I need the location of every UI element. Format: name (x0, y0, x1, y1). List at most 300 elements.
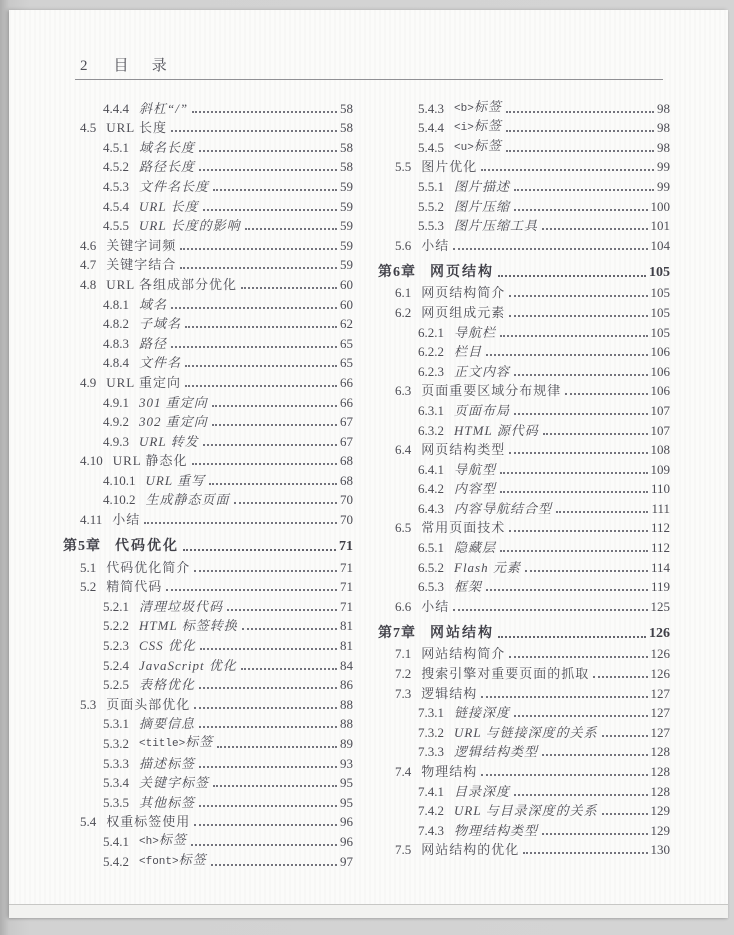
dot-leader (542, 228, 647, 230)
dot-leader (498, 636, 646, 638)
toc-entry-page: 59 (340, 257, 353, 273)
toc-entry-title: 网站结构简介 (421, 646, 506, 662)
toc-entry (378, 576, 670, 596)
toc-entry-title: 网页结构 (430, 264, 494, 280)
toc-entry (63, 634, 353, 654)
dot-leader (192, 111, 337, 113)
toc-entry-title: URL 各组成部分优化 (106, 276, 238, 292)
toc-entry-page: 58 (340, 120, 353, 136)
toc-entry-page: 68 (340, 472, 353, 488)
toc-entry-title: 搜索引擎对重要页面的抓取 (421, 666, 590, 682)
toc-entry (63, 332, 353, 352)
toc-entry-number: 4.5.2 (103, 159, 129, 175)
toc-entry-title: 关键字结合 (106, 257, 177, 273)
toc-entry-number: 第5章 (63, 539, 101, 555)
toc-entry (378, 458, 670, 478)
toc-entry-number: 5.3.3 (103, 755, 129, 771)
toc-entry (378, 643, 670, 663)
toc-entry-title: 内容型 (454, 481, 497, 497)
toc-entry-page: 95 (340, 775, 353, 791)
dot-leader (199, 150, 337, 152)
dot-leader (211, 864, 337, 866)
html-tag-text: <h> (139, 835, 159, 848)
toc-entry-title: <font>标签 (139, 851, 207, 868)
dot-leader (543, 433, 648, 435)
toc-entry (378, 721, 670, 741)
dot-leader (171, 307, 337, 309)
html-tag-text: <b> (454, 102, 474, 115)
toc-entry-title: 权重标签使用 (106, 814, 191, 830)
toc-entry-title: HTML 源代码 (454, 422, 539, 438)
dot-leader (194, 570, 337, 572)
toc-entry-page: 71 (339, 539, 353, 555)
toc-entry-title: URL 重写 (145, 472, 206, 488)
toc-entry-title: Flash 元素 (454, 559, 521, 575)
toc-entry-title: URL 长度 (106, 120, 168, 136)
toc-entry-page: 106 (650, 383, 670, 399)
toc-entry-title: 小结 (112, 512, 141, 528)
toc-entry-page: 127 (650, 724, 670, 740)
header-title: 目录 (113, 58, 191, 74)
toc-entry-number: 4.8 (80, 276, 97, 292)
toc-entry-title: URL 与目录深度的关系 (454, 803, 598, 819)
scanned-page (9, 10, 728, 918)
toc-entry-title: URL 长度 (139, 198, 199, 214)
toc-entry-title: 网站结构 (430, 625, 494, 641)
toc-entry-number: 4.9 (80, 374, 97, 390)
dot-leader (203, 444, 337, 446)
toc-entry-number: 5.5.1 (418, 178, 444, 194)
toc-entry-page: 62 (340, 316, 353, 332)
toc-entry-page: 68 (340, 453, 353, 469)
toc-entry-title: 其他标签 (139, 794, 196, 810)
toc-entry-number: 5.3.2 (103, 736, 129, 751)
toc-entry-number: 4.10.1 (103, 472, 136, 488)
toc-columns (9, 97, 728, 870)
toc-entry-number: 4.10 (80, 453, 103, 469)
toc-entry (378, 702, 670, 722)
toc-entry-page: 58 (340, 159, 353, 175)
toc-entry-number: 6.5.3 (418, 579, 444, 595)
dot-leader (199, 687, 337, 689)
html-tag-text: <font> (139, 855, 179, 868)
dot-leader (183, 549, 336, 551)
toc-entry-number: 6.1 (395, 285, 412, 301)
toc-entry-number: 5.2.1 (103, 598, 129, 614)
toc-entry (378, 760, 670, 780)
toc-entry-number: 5.4.1 (103, 833, 129, 849)
dot-leader (199, 805, 337, 807)
toc-entry-number: 7.3.3 (418, 744, 444, 760)
toc-entry (63, 352, 353, 372)
toc-entry (378, 341, 670, 361)
toc-entry (378, 662, 670, 682)
toc-entry-page: 96 (340, 833, 353, 849)
toc-entry-title: 常用页面技术 (421, 520, 506, 536)
dot-leader (514, 209, 647, 211)
dot-leader (194, 824, 337, 826)
toc-entry-page: 60 (340, 276, 353, 292)
toc-entry (378, 360, 670, 380)
toc-entry-number: 6.3.1 (418, 402, 444, 418)
toc-column-left (63, 97, 353, 870)
toc-entry (63, 411, 353, 431)
toc-entry-title: 物理结构 (421, 764, 478, 779)
toc-entry (63, 674, 353, 694)
toc-entry-page: 98 (657, 139, 670, 155)
toc-entry (378, 156, 670, 176)
toc-entry-page: 127 (650, 705, 670, 721)
toc-entry-title: 链接深度 (454, 705, 511, 721)
toc-entry-page: 98 (657, 120, 670, 136)
toc-entry-number: 6.2.3 (418, 363, 444, 379)
toc-entry-number: 5.2.4 (103, 657, 129, 673)
toc-entry-title: 图片优化 (421, 159, 478, 175)
toc-entry (63, 195, 353, 215)
toc-entry-title: 图片压缩 (454, 198, 511, 214)
toc-entry-page: 110 (650, 481, 670, 497)
html-tag-text: <i> (454, 122, 474, 135)
toc-entry (63, 97, 353, 117)
toc-entry-number: 6.6 (395, 598, 412, 614)
dot-leader (199, 766, 337, 768)
toc-entry-title: 页面布局 (454, 402, 511, 418)
toc-chapter-entry (378, 258, 670, 281)
toc-entry-number: 5.2.3 (103, 638, 129, 654)
toc-entry (378, 136, 670, 156)
toc-entry (63, 117, 353, 137)
toc-entry-number: 4.9.3 (103, 433, 129, 449)
toc-entry-title: 子域名 (139, 316, 182, 332)
toc-entry (63, 273, 353, 293)
toc-entry-title: URL 静态化 (112, 453, 188, 469)
dot-leader (199, 726, 337, 728)
toc-entry-number: 6.4.1 (418, 461, 444, 477)
toc-entry-title: 网页结构简介 (421, 285, 506, 301)
toc-entry-page: 126 (650, 666, 670, 682)
toc-entry (378, 536, 670, 556)
toc-entry-title: <b>标签 (454, 98, 502, 115)
dot-leader (213, 189, 337, 191)
toc-entry-page: 58 (340, 100, 353, 116)
dot-leader (185, 365, 337, 367)
dot-leader (486, 589, 648, 591)
dot-leader (514, 715, 647, 717)
toc-entry-title: HTML 标签转换 (139, 618, 238, 634)
dot-leader (192, 463, 337, 465)
toc-entry-title: 摘要信息 (139, 716, 196, 732)
toc-entry-title: URL 长度的影响 (139, 218, 241, 234)
dot-leader (194, 707, 337, 709)
dot-leader (200, 648, 337, 650)
toc-entry-number: 第6章 (378, 264, 416, 280)
toc-entry-page: 71 (340, 579, 353, 595)
toc-chapter-entry (378, 619, 670, 642)
toc-entry (378, 439, 670, 459)
dot-leader (203, 209, 337, 211)
toc-entry-page: 106 (650, 363, 670, 379)
toc-entry-title: <h>标签 (139, 831, 187, 848)
toc-entry-page: 67 (340, 433, 353, 449)
toc-entry (63, 450, 353, 470)
toc-entry-title: 代码优化 (115, 539, 179, 555)
dot-leader (542, 754, 647, 756)
toc-entry (378, 682, 670, 702)
dot-leader (514, 413, 647, 415)
toc-entry-page: 130 (650, 842, 670, 858)
toc-entry-page: 109 (650, 461, 670, 477)
toc-entry (63, 430, 353, 450)
toc-entry-title: 生成静态页面 (145, 492, 230, 508)
toc-entry-number: 4.6 (80, 237, 97, 253)
toc-entry-number: 6.2 (395, 304, 412, 320)
toc-entry-number: 4.8.3 (103, 335, 129, 351)
toc-entry-page: 71 (340, 598, 353, 614)
toc-entry-number: 7.3.2 (418, 724, 444, 740)
dot-leader (166, 589, 337, 591)
toc-entry (63, 693, 353, 713)
toc-entry-number: 6.4.3 (418, 500, 444, 516)
toc-entry (63, 254, 353, 274)
toc-entry (378, 556, 670, 576)
toc-entry (63, 615, 353, 635)
toc-entry-number: 4.8.2 (103, 316, 129, 332)
toc-entry-title: 网页组成元素 (421, 304, 506, 320)
toc-entry-number: 7.4.3 (418, 822, 444, 838)
toc-entry-page: 128 (650, 783, 670, 799)
toc-entry (63, 371, 353, 391)
toc-entry-page: 59 (340, 178, 353, 194)
toc-entry-number: 4.8.4 (103, 355, 129, 371)
toc-entry-title: 文件名 (139, 355, 182, 371)
toc-entry-number: 4.8.1 (103, 296, 129, 312)
toc-entry-number: 5.6 (395, 237, 412, 253)
dot-leader (556, 511, 648, 513)
toc-entry-number: 5.5 (395, 159, 412, 175)
toc-entry-page: 98 (657, 100, 670, 116)
dot-leader (171, 346, 337, 348)
toc-entry (63, 234, 353, 254)
toc-entry-page: 66 (340, 394, 353, 410)
toc-entry (63, 752, 353, 772)
toc-entry-page: 95 (340, 794, 353, 810)
dot-leader (185, 385, 337, 387)
toc-entry-title: 301 重定向 (139, 394, 208, 410)
dot-leader (217, 746, 337, 748)
toc-entry-page: 127 (650, 685, 670, 701)
dot-leader (486, 354, 647, 356)
toc-entry (63, 489, 353, 509)
toc-entry-number: 5.1 (80, 559, 97, 575)
toc-entry-number: 5.5.2 (418, 198, 444, 214)
toc-entry-page: 71 (340, 559, 353, 575)
dot-leader (509, 452, 647, 454)
header-rule (75, 79, 663, 80)
dot-leader (234, 502, 337, 504)
dot-leader (509, 295, 647, 297)
toc-entry (378, 741, 670, 761)
dot-leader (500, 550, 648, 552)
toc-entry (378, 97, 670, 117)
toc-entry-title: <title>标签 (139, 734, 214, 750)
toc-entry-number: 7.1 (395, 646, 412, 662)
toc-entry-title: <i>标签 (454, 118, 502, 135)
toc-entry (63, 595, 353, 615)
dot-leader (506, 150, 654, 152)
toc-entry-title: 302 重定向 (139, 414, 208, 430)
toc-entry-page: 59 (340, 218, 353, 234)
dot-leader (481, 696, 647, 698)
toc-entry (378, 175, 670, 195)
toc-entry-page: 129 (650, 822, 670, 838)
toc-entry-page: 88 (340, 716, 353, 732)
toc-entry (63, 313, 353, 333)
toc-entry (378, 517, 670, 537)
toc-entry-title: 关键字词频 (106, 237, 177, 253)
toc-entry (63, 850, 353, 870)
html-tag-text: <title> (139, 738, 186, 750)
toc-entry-page: 97 (340, 853, 353, 869)
dot-leader (602, 735, 648, 737)
toc-entry-page: 67 (340, 414, 353, 430)
toc-entry (63, 791, 353, 811)
toc-entry-page: 106 (650, 344, 670, 360)
dot-leader (509, 315, 647, 317)
toc-entry-number: 7.3 (395, 685, 412, 701)
toc-entry-page: 126 (650, 646, 670, 662)
toc-entry-title: 小结 (421, 237, 450, 253)
toc-entry-page: 81 (340, 618, 353, 634)
toc-entry-page: 128 (650, 744, 670, 760)
toc-entry-number: 5.2.2 (103, 618, 129, 634)
toc-entry-number: 4.5.1 (103, 139, 129, 155)
toc-entry-page: 81 (340, 638, 353, 654)
dot-leader (514, 189, 654, 191)
toc-entry-page: 101 (650, 218, 670, 234)
toc-entry-number: 5.4 (80, 814, 97, 830)
toc-entry-title: 精简代码 (106, 579, 163, 595)
toc-entry-number: 6.3 (395, 383, 412, 399)
dot-leader (212, 405, 337, 407)
toc-entry-title: 描述标签 (139, 755, 196, 771)
toc-entry-number: 4.5.3 (103, 178, 129, 194)
toc-entry (378, 215, 670, 235)
dot-leader (509, 530, 648, 532)
toc-entry (378, 321, 670, 341)
toc-column-right (378, 97, 670, 870)
toc-entry-page: 105 (650, 324, 670, 340)
toc-entry (63, 293, 353, 313)
toc-entry-title: 隐藏层 (454, 540, 497, 556)
dot-leader (241, 668, 337, 670)
toc-entry-page: 126 (649, 625, 670, 641)
toc-entry-page: 107 (650, 402, 670, 418)
toc-entry-number: 6.4.2 (418, 481, 444, 497)
toc-entry-title: 文件名长度 (139, 178, 210, 194)
toc-entry-title: URL 与链接深度的关系 (454, 724, 598, 740)
dot-leader (209, 483, 337, 485)
toc-entry-number: 4.4.4 (103, 100, 129, 116)
toc-entry-title: 逻辑结构 (421, 685, 478, 701)
toc-entry-number: 5.2 (80, 579, 97, 595)
toc-entry (378, 478, 670, 498)
dot-leader (500, 335, 647, 337)
toc-entry-page: 93 (340, 755, 353, 771)
toc-entry (378, 282, 670, 302)
toc-entry (63, 391, 353, 411)
toc-entry-title: 栏目 (454, 344, 483, 360)
toc-entry-page: 125 (650, 598, 670, 614)
toc-entry-title: 框架 (454, 579, 483, 595)
toc-entry-number: 5.4.5 (418, 139, 444, 155)
toc-entry-title: 路径 (139, 335, 168, 351)
toc-entry-title: 域名长度 (139, 139, 196, 155)
toc-entry-page: 107 (650, 422, 670, 438)
toc-entry-page: 108 (650, 442, 670, 458)
toc-entry-number: 7.4 (395, 764, 412, 779)
dot-leader (593, 676, 647, 678)
dot-leader (514, 374, 647, 376)
toc-entry-number: 6.3.2 (418, 422, 444, 438)
toc-entry-page: 128 (650, 764, 670, 779)
toc-entry-page: 114 (650, 559, 670, 575)
toc-entry (378, 839, 670, 859)
toc-entry-title: 页面重要区域分布规律 (421, 383, 562, 399)
toc-entry-title: 斜杠“/” (139, 100, 189, 116)
toc-entry-number: 5.4.3 (418, 100, 444, 116)
toc-entry-number: 7.5 (395, 842, 412, 858)
dot-leader (227, 609, 337, 611)
toc-entry-page: 119 (650, 579, 670, 595)
toc-entry (378, 117, 670, 137)
dot-leader (542, 833, 647, 835)
dot-leader (514, 794, 647, 796)
toc-entry-page: 104 (650, 237, 670, 253)
dot-leader (212, 424, 337, 426)
toc-entry (63, 732, 353, 752)
toc-entry-page: 88 (340, 696, 353, 712)
toc-entry-number: 6.4 (395, 442, 412, 458)
dot-leader (144, 522, 337, 524)
toc-entry (63, 215, 353, 235)
dot-leader (481, 774, 647, 776)
dot-leader (185, 326, 337, 328)
toc-entry-title: 正文内容 (454, 363, 511, 379)
toc-entry-title: 表格优化 (139, 677, 196, 693)
page-header (9, 10, 728, 77)
toc-entry-number: 4.11 (80, 512, 103, 528)
dot-leader (453, 609, 647, 611)
toc-entry (63, 811, 353, 831)
toc-entry (63, 654, 353, 674)
dot-leader (523, 852, 647, 854)
toc-entry (378, 497, 670, 517)
dot-leader (498, 275, 646, 277)
toc-entry (378, 301, 670, 321)
dot-leader (602, 813, 648, 815)
toc-entry-page: 99 (657, 178, 670, 194)
toc-entry-title: 域名 (139, 296, 168, 312)
toc-entry-number: 4.7 (80, 257, 97, 273)
dot-leader (453, 248, 647, 250)
toc-entry-title: 路径长度 (139, 159, 196, 175)
toc-entry-number: 6.5 (395, 520, 412, 536)
toc-entry-title: JavaScript 优化 (139, 657, 237, 673)
dot-leader (213, 785, 337, 787)
toc-entry-number: 5.5.3 (418, 218, 444, 234)
toc-entry-number: 7.4.2 (418, 803, 444, 819)
toc-entry (63, 576, 353, 596)
